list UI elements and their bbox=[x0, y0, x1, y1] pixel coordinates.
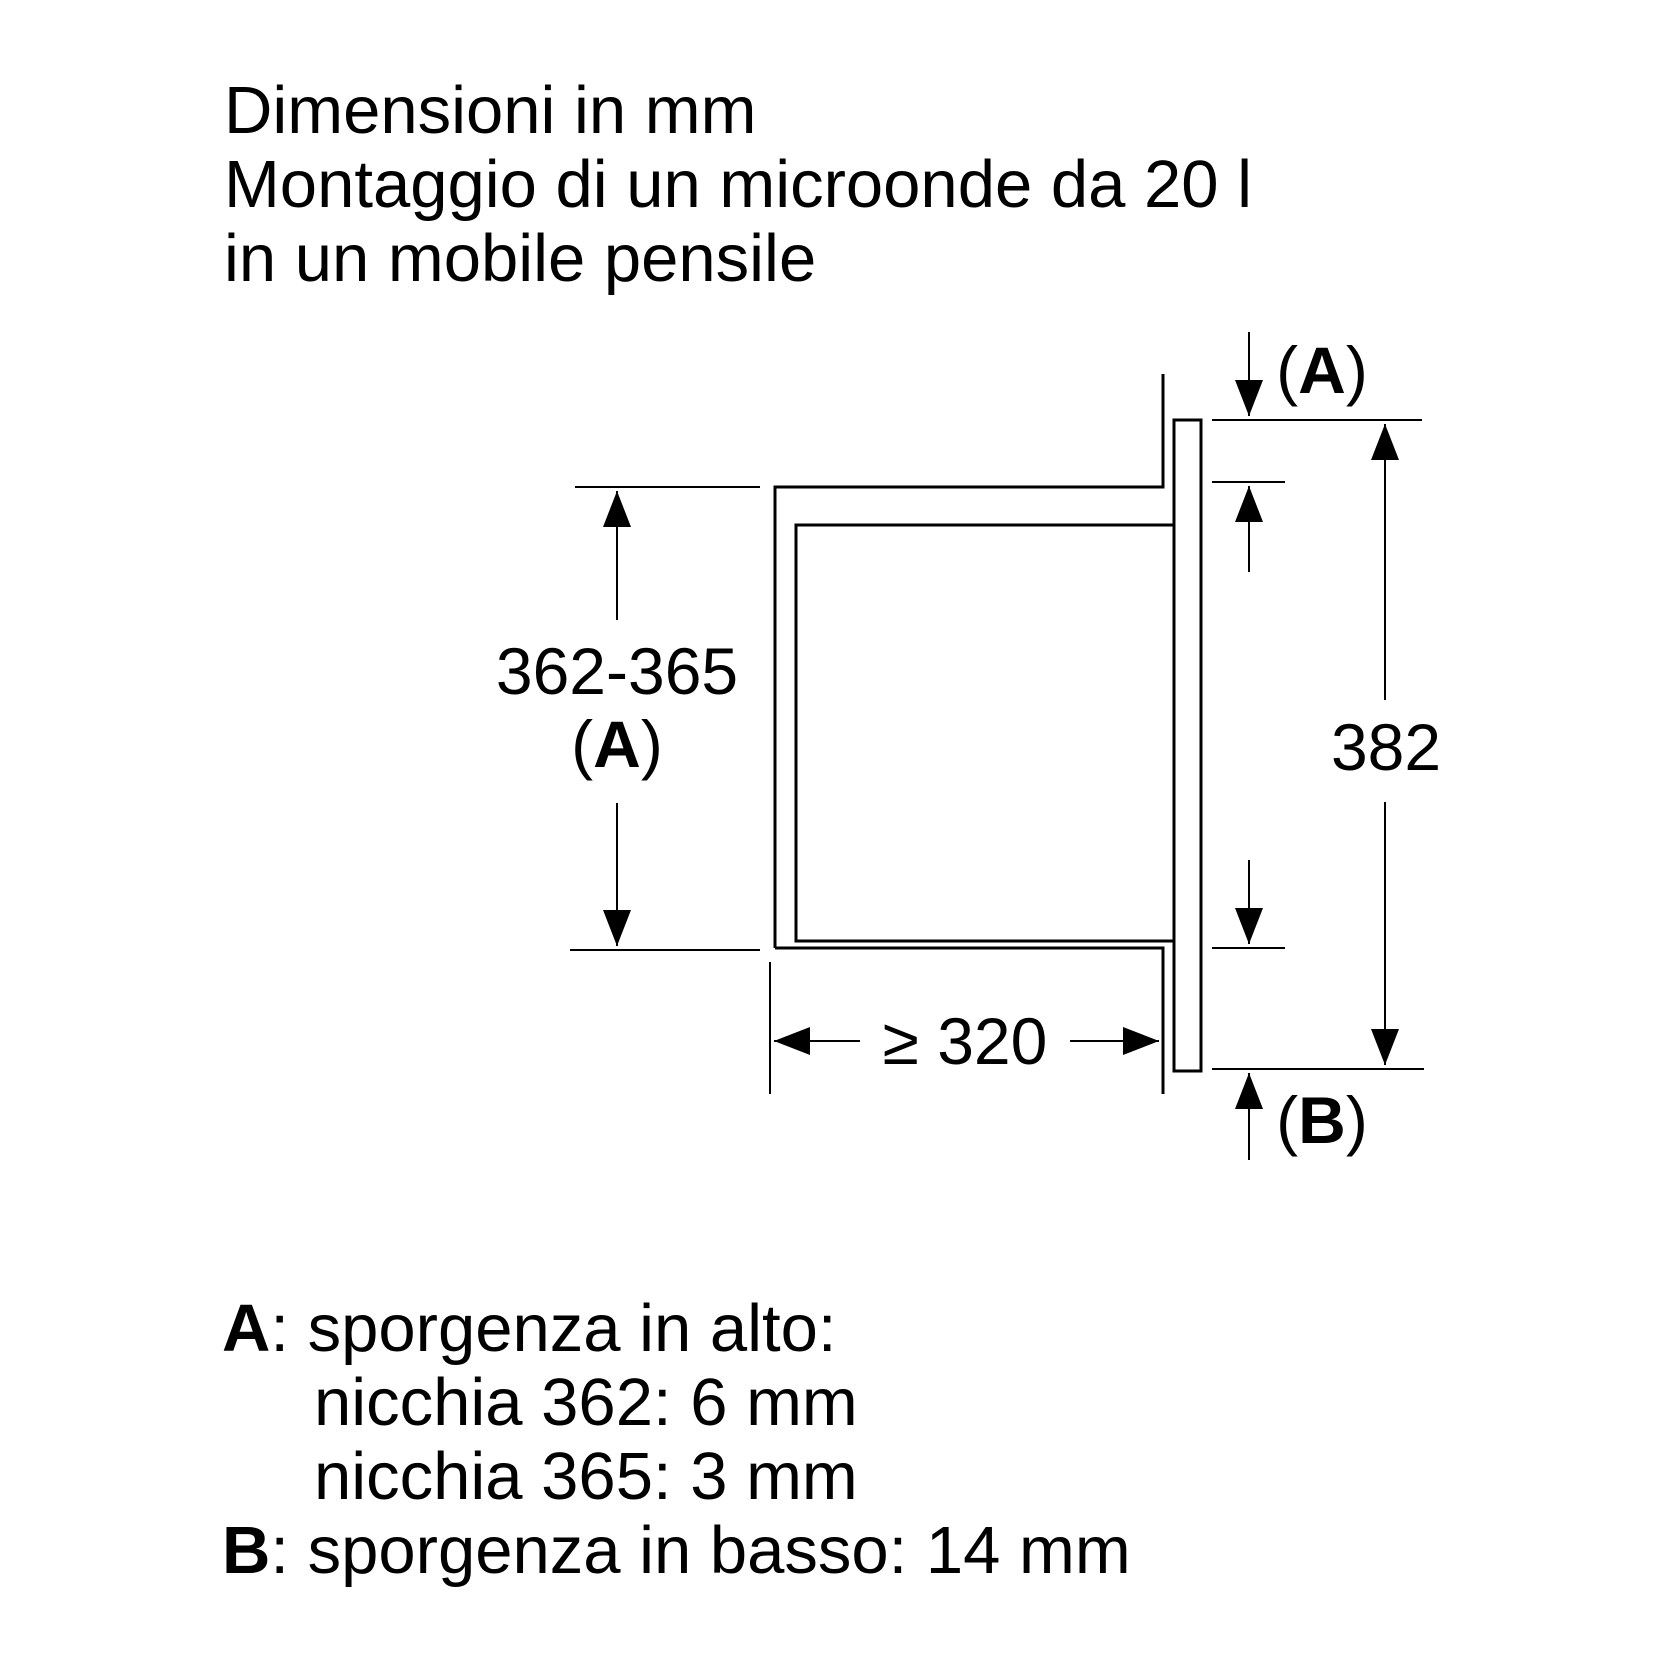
legend-a-line-2: nicchia 362: 6 mm bbox=[314, 1365, 858, 1440]
title-line-3: in un mobile pensile bbox=[224, 221, 817, 296]
overhang-bottom-ref-label: (B) bbox=[1276, 1083, 1368, 1157]
depth-label: ≥ 320 bbox=[882, 1004, 1048, 1078]
legend-a-colon: : bbox=[270, 1291, 308, 1366]
niche-height-label: 362-365 bbox=[495, 634, 739, 708]
legend-b-key: B bbox=[222, 1513, 271, 1588]
legend-a-key: A bbox=[222, 1291, 271, 1366]
legend-a-line bbox=[222, 1292, 837, 1366]
legend-b-line bbox=[222, 1514, 1131, 1588]
microwave-body bbox=[796, 525, 1174, 941]
legend-a-label: sporgenza in alto: bbox=[307, 1291, 837, 1366]
overhang-top-ref-label: (A) bbox=[1276, 333, 1368, 407]
cabinet-upper-wall bbox=[775, 374, 1163, 948]
microwave-front-panel bbox=[1174, 420, 1201, 1071]
legend-b-label: sporgenza in basso: 14 mm bbox=[307, 1513, 1131, 1588]
legend-b-colon: : bbox=[270, 1513, 308, 1588]
front-height-label: 382 bbox=[1330, 710, 1442, 784]
title-line-1: Dimensioni in mm bbox=[224, 73, 757, 148]
niche-height-ref-label: (A) bbox=[571, 707, 663, 781]
legend-a-line-3: nicchia 365: 3 mm bbox=[314, 1439, 858, 1514]
title-line-2: Montaggio di un microonde da 20 l bbox=[224, 147, 1252, 222]
